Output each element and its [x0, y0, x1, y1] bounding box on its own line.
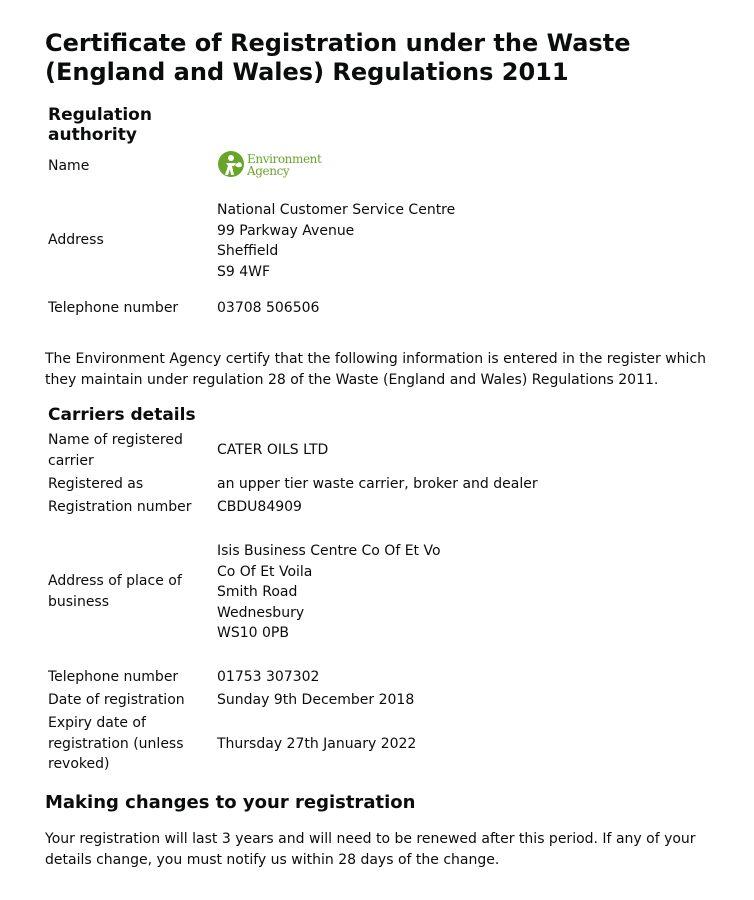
registered-as-label: Registered as — [48, 476, 144, 492]
authority-phone-label: Telephone number — [48, 300, 179, 316]
address-line: Sheffield — [217, 243, 279, 259]
environment-agency-logo — [217, 149, 327, 181]
address-line: Smith Road — [217, 584, 298, 600]
authority-phone: 03708 506506 — [217, 300, 320, 316]
carrier-name: CATER OILS LTD — [217, 442, 329, 458]
address-line: WS10 0PB — [217, 625, 289, 641]
business-address — [217, 541, 707, 644]
registration-date-label: Date of registration — [48, 692, 185, 708]
address-line: National Customer Service Centre — [217, 202, 456, 218]
address-line: Wednesbury — [217, 604, 305, 621]
address-line: 99 Parkway Avenue — [217, 222, 355, 239]
environment-agency-leaf-icon — [217, 149, 245, 181]
certify-paragraph: The Environment Agency certify that the following information is entered in the register which they maintain under regulation 28 of the Waste (England and Wales) Regulations 2011. — [45, 351, 707, 388]
carriers-heading: Carriers details — [48, 405, 196, 425]
reg-number-label: Registration number — [48, 499, 192, 515]
reg-number-value: CBDU84909 — [217, 499, 302, 515]
carrier-phone: 01753 307302 — [217, 669, 320, 685]
business-address-label: Address of place of business — [48, 573, 182, 610]
page-title: Certificate of Registration under the Waste (England and Wales) Regulations 2011 — [45, 29, 631, 86]
changes-paragraph: Your registration will last 3 years and will need to be renewed after this period. If any of your details change, you must notify us within 28 days of the change. — [45, 831, 696, 868]
registration-date: Sunday 9th December 2018 — [217, 692, 415, 708]
carrier-phone-label: Telephone number — [48, 669, 179, 685]
expiry-date: Thursday 27th January 2022 — [217, 736, 417, 752]
registered-as-value: an upper tier waste carrier, broker and dealer — [217, 476, 538, 492]
authority-address-label: Address — [48, 232, 104, 248]
authority-name-label: Name — [48, 158, 90, 174]
authority-address — [217, 200, 707, 282]
changes-heading: Making changes to your registration — [45, 792, 416, 813]
logo-text: Environment Agency — [247, 151, 322, 178]
address-line: Co Of Et Voila — [217, 563, 313, 580]
address-line: S9 4WF — [217, 263, 271, 280]
carrier-name-label: Name of registered carrier — [48, 432, 183, 469]
expiry-date-label: Expiry date of registration (unless revoked) — [48, 715, 184, 772]
authority-heading: Regulation authority — [48, 105, 152, 145]
address-line: Isis Business Centre Co Of Et Vo — [217, 543, 441, 559]
